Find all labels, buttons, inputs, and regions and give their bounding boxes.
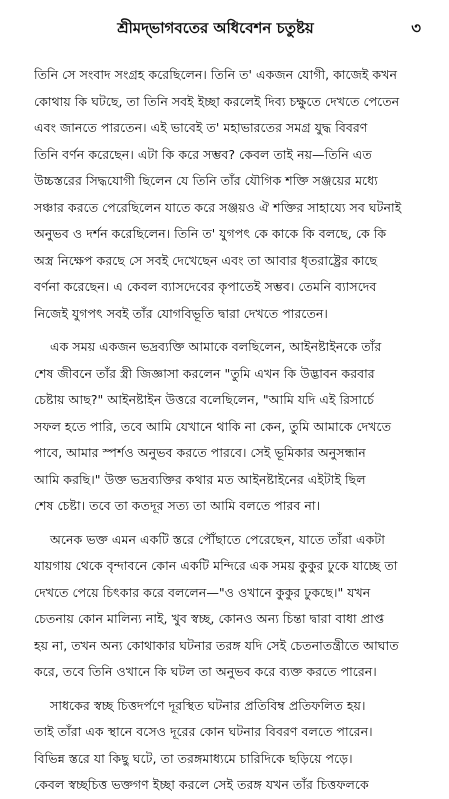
paragraph-gap [34,686,419,693]
text-line: নিজেই যুগপৎ সবই তাঁর যোগবিভূতি দ্বারা দেখতে পারতেন। [34,305,328,321]
text-line: চেতনায় কোন মালিন্য নাই, খুব স্বচ্ছ, কোনও অন্য চিন্তা দ্বারা বাধা প্রাপ্ত [34,611,385,626]
running-header [40,10,421,46]
text-line: অনুভব ও দর্শন করেছিলেন। তিনি ত' যুগপৎ কে কাকে কি বলছে, কে কি [34,226,387,241]
text-line: শেষ চেষ্টা। তবে তা কতদূর সত্য তা আমি বলতে পারব না। [34,498,321,513]
paragraph-gap [34,327,419,334]
paragraph [34,693,419,799]
header-title: শ্রীমদ্‌ভাগবতের অধিবেশন চতুষ্টয় [117,19,314,37]
text-line: অনেক ভক্ত এমন একটি স্তরে পৌঁছাতে পেরেছেন, যাতে তাঁরা একটা [50,531,385,547]
page-number: ৩ [411,19,421,37]
text-line: এক সময় একজন ভদ্রব্যক্তি আমাকে বলছিলেন, আইনষ্টাইনকে তাঁর [50,339,382,354]
text-line: কোথায় কি ঘটছে, তা তিনি সবই ইচ্ছা করলেই দিব্য চক্ষুতে দেখতে পেতেন [34,93,400,109]
text-line: যায়গায় থেকে বৃন্দাবনে কোন একটি মন্দিরে এক সময় কুকুর ঢুকে যাচ্ছে তা [34,558,398,573]
text-line: চেষ্টায় আছ?" আইনষ্টাইন উত্তরে বলেছিলেন, "আমি যদি এই রিসার্চে [34,392,374,407]
text-line: তিনি বর্ণন করেছেন। এটা কি করে সম্ভব? কেবল তাই নয়—তিনি এত [34,146,372,162]
text-line: সফল হতে পারি, তবে আমি যেখানে থাকি না কেন, তুমি আমাকে দেখতে [34,418,392,434]
text-line: দেখতে পেয়ে চিৎকার করে বললেন—"ও ওখানে কুকুর ঢুকছে।" যখন [34,584,371,600]
body-text [34,62,419,792]
text-line: সাধকের স্বচ্ছ চিত্তদর্পণে দূরস্থিত ঘটনার প্রতিবিম্ব প্রতিফলিত হয়। [50,697,366,713]
text-line: শেষ জীবনে তাঁর স্ত্রী জিজ্ঞাসা করলেন "তুমি এখন কি উদ্ভাবন করবার [34,365,375,381]
paragraph [34,527,419,686]
text-line: আমি করছি।" উক্ত ভদ্রব্যক্তির কথার মত আইনষ্টাইনের এইটাই ছিল [34,471,366,487]
text-line: বর্ণনা করেছেন। এ কেবল ব্যাসদেবের কৃপাতেই সম্ভব। তেমনি ব্যাসদেব [34,279,377,294]
text-line: হয় না, তখন অন্য কোথাকার ঘটনার তরঙ্গ যদি সেই চেতনাতন্ত্রীতে আঘাত [34,637,399,653]
text-line: করে, তবে তিনি ওখানে কি ঘটল তা অনুভব করে ব্যক্ত করতে পারেন। [34,664,377,679]
text-line: সঞ্চার করতে পেরেছিলেন যাতে করে সঞ্জয়ও ঐ শক্তির সাহায্যে সব ঘটনাই [34,199,402,215]
paragraph [34,334,419,520]
text-line: বিভিন্ন স্তরে যা কিছু ঘটে, তা তরঙ্গমাধ্যমে চারিদিকে ছড়িয়ে পড়ে। [34,750,353,766]
text-line: তাই তাঁরা এক স্থানে বসেও দূরের কোন ঘটনার বিবরণ বলতে পারেন। [34,724,373,739]
text-line: পাবে, আমার স্পর্শও অনুভব করতে পারবে। সেই ভূমিকার অনুসন্ধান [34,445,366,460]
paragraph [34,62,419,327]
text-line: তিনি সে সংবাদ সংগ্রহ করেছিলেন। তিনি ত' একজন যোগী, কাজেই কখন [34,67,398,82]
text-line: কেবল স্বচ্ছচিত্ত ভক্তগণ ইচ্ছা করলে সেই তরঙ্গ যখন তাঁর চিত্তফলকে [34,777,369,792]
paragraph-gap [34,520,419,527]
text-line: অস্ত্র নিক্ষেপ করছে সে সবই দেখেছেন এবং তা আবার ধৃতরাষ্ট্রের কাছে [34,252,378,268]
text-line: এবং জানতে পারতেন। এই ভাবেই ত' মহাভারতের সমগ্র যুদ্ধ বিবরণ [34,120,368,135]
text-line: উচ্চস্তরের সিদ্ধযোগী ছিলেন যে তিনি তাঁর যৌগিক শক্তি সঞ্জয়ের মধ্যে [34,173,378,188]
